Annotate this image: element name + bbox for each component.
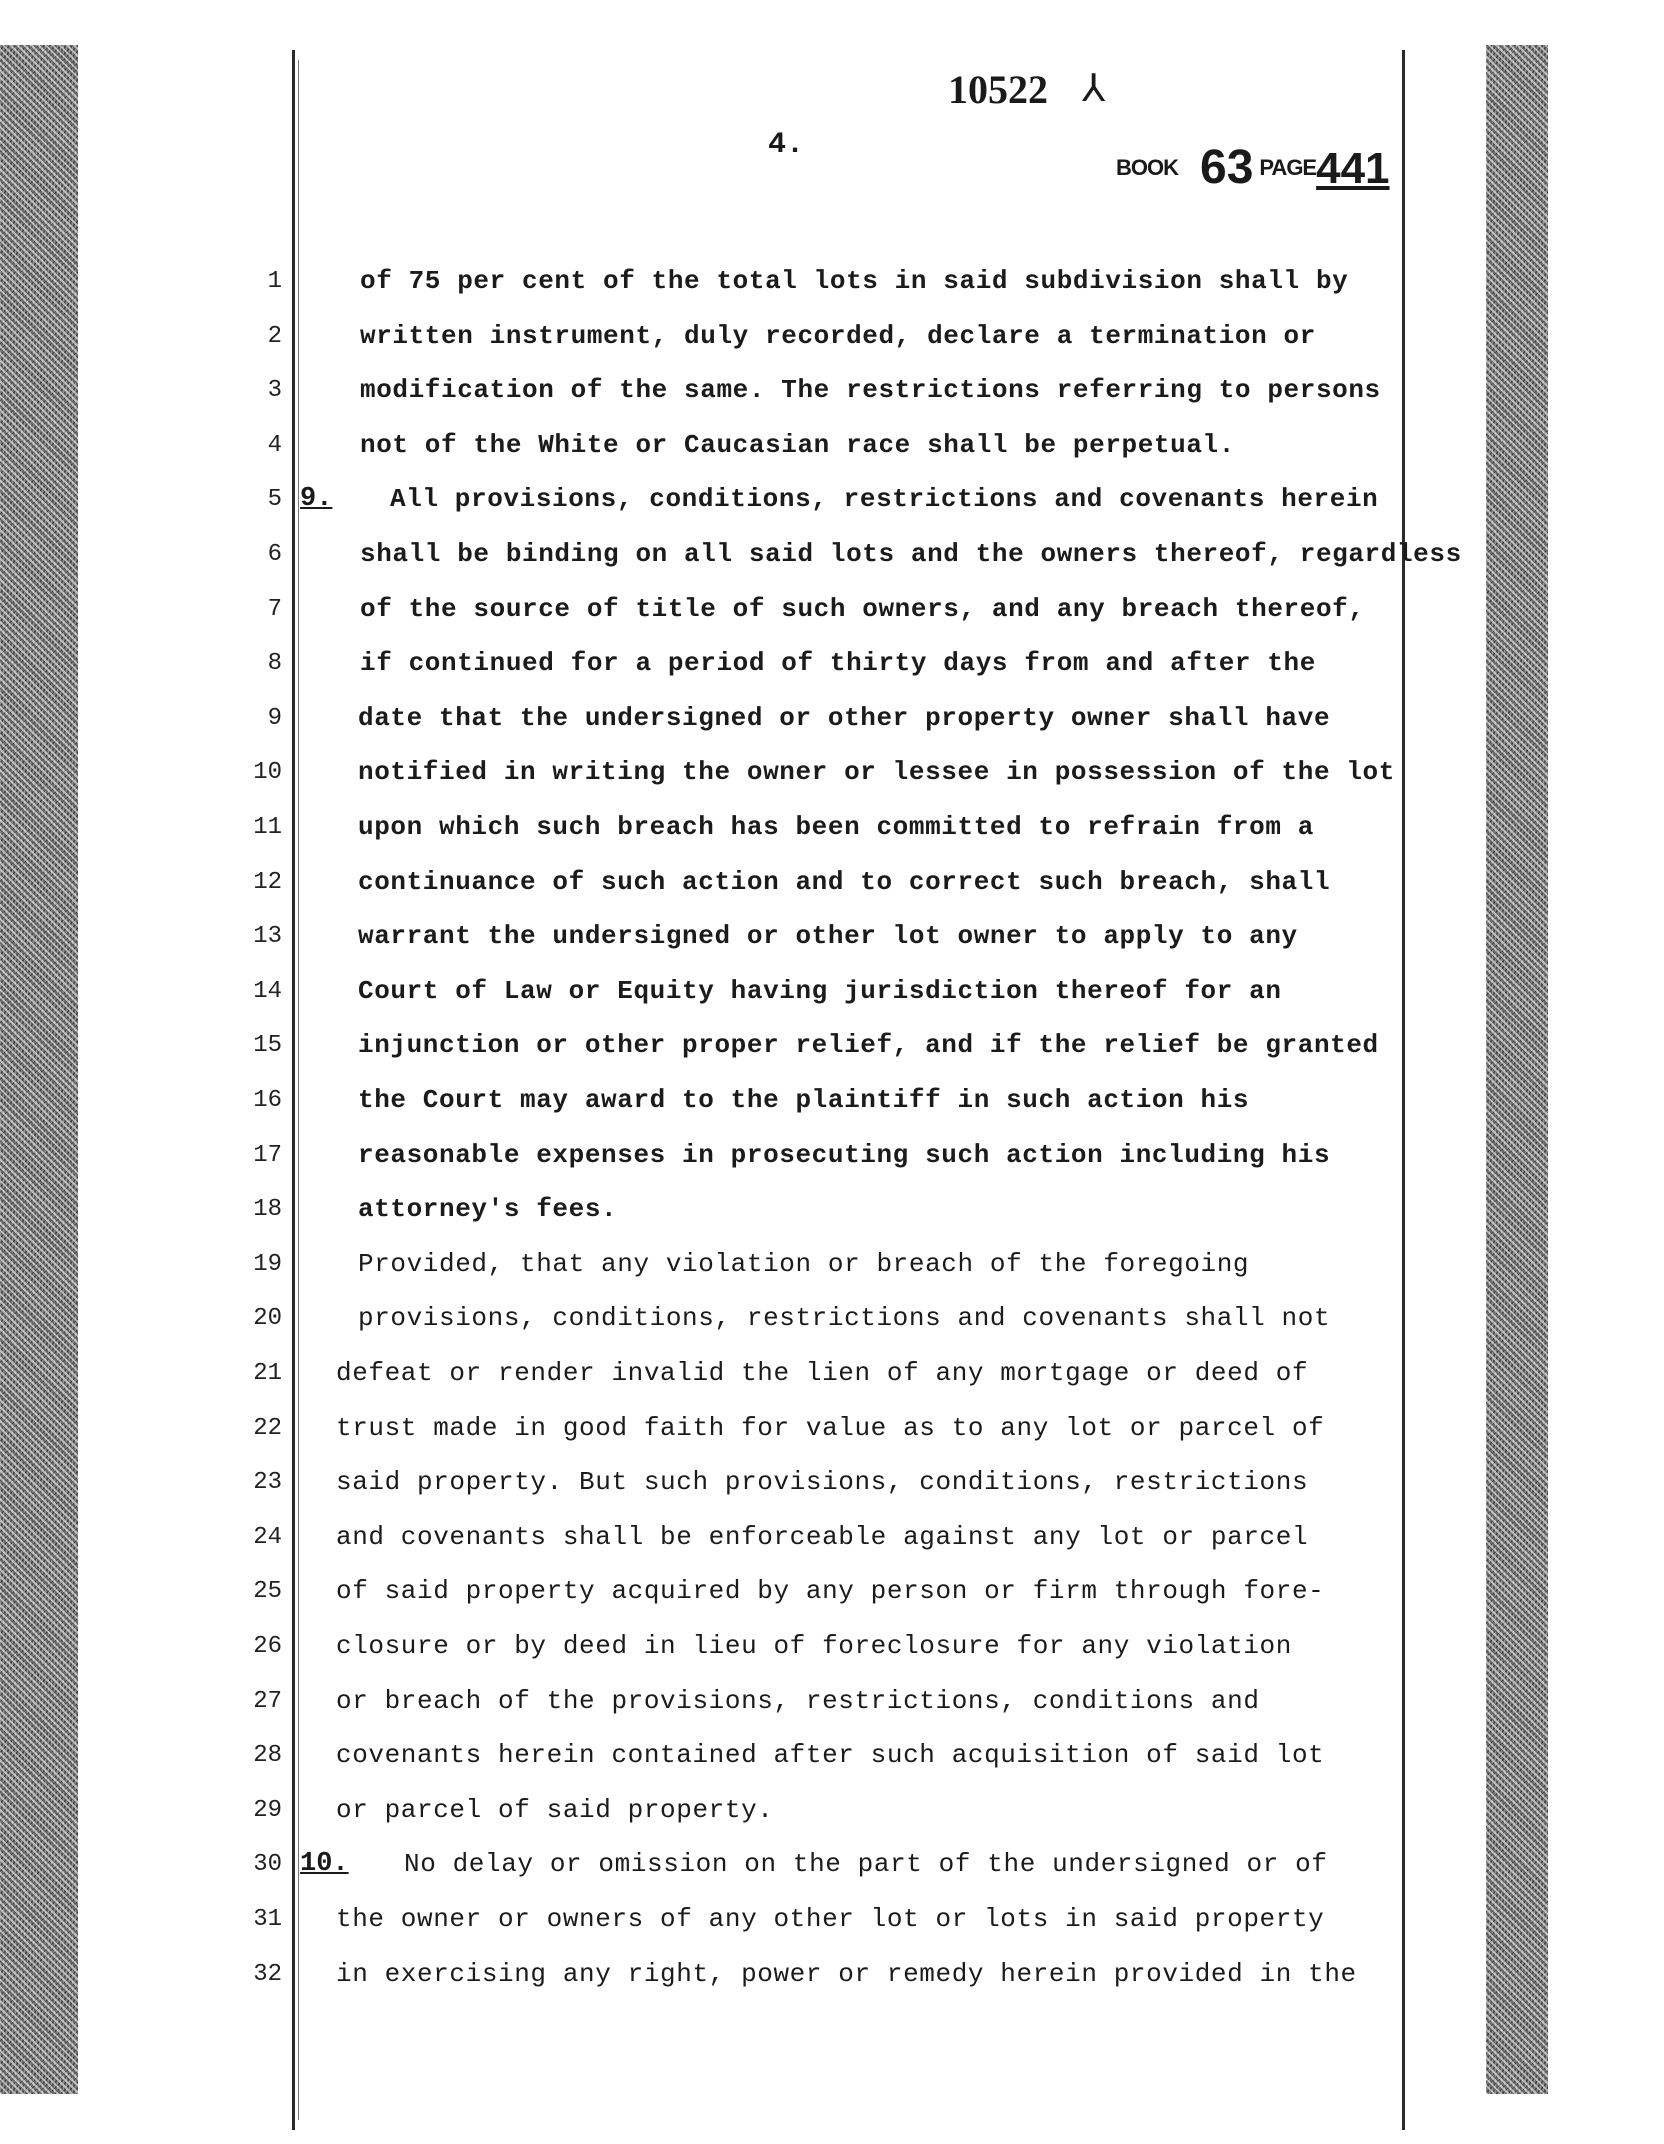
document-line <box>0 1627 1664 1681</box>
document-line <box>0 262 1664 316</box>
line-text: in exercising any right, power or remedy herein provided in the <box>336 1959 1357 1989</box>
line-text: of the source of title of such owners, and any breach thereof, <box>360 594 1365 624</box>
line-number: 26 <box>253 1633 282 1660</box>
page-number: 4. <box>768 128 805 162</box>
document-line <box>0 1463 1664 1517</box>
document-line <box>0 1245 1664 1299</box>
document-line <box>0 1572 1664 1626</box>
document-line <box>0 1026 1664 1080</box>
line-number: 18 <box>253 1196 282 1223</box>
document-line <box>0 480 1664 534</box>
document-line <box>0 1955 1664 2009</box>
line-text: or breach of the provisions, restrictions, conditions and <box>336 1686 1260 1716</box>
line-number: 27 <box>253 1688 282 1715</box>
document-line <box>0 1791 1664 1845</box>
page-reference: 441 <box>1316 144 1390 193</box>
line-number: 16 <box>253 1087 282 1114</box>
line-text: Court of Law or Equity having jurisdiction thereof for an <box>358 976 1282 1006</box>
line-text: injunction or other proper relief, and if the relief be granted <box>358 1030 1379 1060</box>
line-text: not of the White or Caucasian race shall be perpetual. <box>360 430 1235 460</box>
line-number: 14 <box>253 978 282 1005</box>
line-text: warrant the undersigned or other lot owner to apply to any <box>358 921 1298 951</box>
line-text: written instrument, duly recorded, declare a termination or <box>360 321 1316 351</box>
line-number: 2 <box>267 323 282 350</box>
document-line <box>0 1299 1664 1353</box>
line-number: 28 <box>253 1742 282 1769</box>
document-line <box>0 644 1664 698</box>
line-number: 19 <box>253 1251 282 1278</box>
line-number: 29 <box>253 1797 282 1824</box>
line-number: 17 <box>253 1142 282 1169</box>
line-number: 13 <box>253 923 282 950</box>
line-text: Provided, that any violation or breach of the foregoing <box>358 1249 1250 1279</box>
line-number: 25 <box>253 1578 282 1605</box>
line-text: provisions, conditions, restrictions and covenants shall not <box>358 1303 1331 1333</box>
line-number: 6 <box>267 541 282 568</box>
line-number: 12 <box>253 869 282 896</box>
section-number: 9. <box>300 484 333 514</box>
line-text: notified in writing the owner or lessee in possession of the lot <box>358 757 1395 787</box>
book-page-reference <box>1116 140 1390 195</box>
line-number: 22 <box>253 1415 282 1442</box>
line-number: 30 <box>253 1851 282 1878</box>
line-number: 31 <box>253 1906 282 1933</box>
line-number: 23 <box>253 1469 282 1496</box>
line-text: reasonable expenses in prosecuting such action including his <box>358 1140 1331 1170</box>
document-line <box>0 1518 1664 1572</box>
document-line <box>0 1682 1664 1736</box>
document-line <box>0 590 1664 644</box>
line-text: upon which such breach has been committed to refrain from a <box>358 812 1314 842</box>
line-number: 21 <box>253 1360 282 1387</box>
document-line <box>0 1900 1664 1954</box>
document-number-mark: ⅄ <box>1082 68 1106 110</box>
line-text: of said property acquired by any person or firm through fore- <box>336 1576 1325 1606</box>
document-line <box>0 535 1664 589</box>
line-number: 20 <box>253 1305 282 1332</box>
book-number: 63 <box>1200 141 1254 194</box>
section-number: 10. <box>300 1849 349 1879</box>
line-number: 11 <box>253 814 282 841</box>
document-line <box>0 753 1664 807</box>
document-line <box>0 1409 1664 1463</box>
line-text: defeat or render invalid the lien of any mortgage or deed of <box>336 1358 1309 1388</box>
document-line <box>0 317 1664 371</box>
document-line <box>0 1354 1664 1408</box>
document-line <box>0 1136 1664 1190</box>
line-text: date that the undersigned or other property owner shall have <box>358 703 1331 733</box>
line-text: covenants herein contained after such acquisition of said lot <box>336 1740 1325 1770</box>
line-text: the Court may award to the plaintiff in such action his <box>358 1085 1250 1115</box>
line-number: 7 <box>267 596 282 623</box>
document-line <box>0 808 1664 862</box>
line-number: 9 <box>267 705 282 732</box>
line-number: 3 <box>267 377 282 404</box>
line-text: attorney's fees. <box>358 1194 618 1224</box>
line-text: if continued for a period of thirty days from and after the <box>360 648 1316 678</box>
document-line <box>0 371 1664 425</box>
line-number: 15 <box>253 1032 282 1059</box>
line-number: 1 <box>267 268 282 295</box>
line-text: modification of the same. The restrictions referring to persons <box>360 375 1381 405</box>
book-label: BOOK <box>1116 155 1178 180</box>
document-line <box>0 972 1664 1026</box>
line-number: 24 <box>253 1524 282 1551</box>
document-line <box>0 1081 1664 1135</box>
document-line <box>0 863 1664 917</box>
line-text: shall be binding on all said lots and the owners thereof, regardless <box>360 539 1462 569</box>
line-text: said property. But such provisions, conditions, restrictions <box>336 1467 1309 1497</box>
document-number: 10522 <box>948 67 1048 112</box>
line-number: 32 <box>253 1961 282 1988</box>
line-text: All provisions, conditions, restrictions and covenants herein <box>390 484 1379 514</box>
line-text: trust made in good faith for value as to any lot or parcel of <box>336 1413 1325 1443</box>
line-text: and covenants shall be enforceable against any lot or parcel <box>336 1522 1309 1552</box>
page-label: PAGE <box>1259 155 1317 180</box>
document-line <box>0 426 1664 480</box>
line-number: 5 <box>267 486 282 513</box>
line-text: or parcel of said property. <box>336 1795 774 1825</box>
line-text: closure or by deed in lieu of foreclosure for any violation <box>336 1631 1292 1661</box>
document-line <box>0 1190 1664 1244</box>
document-line <box>0 1736 1664 1790</box>
line-number: 10 <box>253 759 282 786</box>
line-text: No delay or omission on the part of the undersigned or of <box>404 1849 1328 1879</box>
document-line <box>0 1845 1664 1899</box>
line-text: continuance of such action and to correct such breach, shall <box>358 867 1331 897</box>
line-number: 4 <box>267 432 282 459</box>
line-number: 8 <box>267 650 282 677</box>
line-text: of 75 per cent of the total lots in said subdivision shall by <box>360 266 1349 296</box>
line-text: the owner or owners of any other lot or lots in said property <box>336 1904 1325 1934</box>
document-line <box>0 917 1664 971</box>
document-line <box>0 699 1664 753</box>
